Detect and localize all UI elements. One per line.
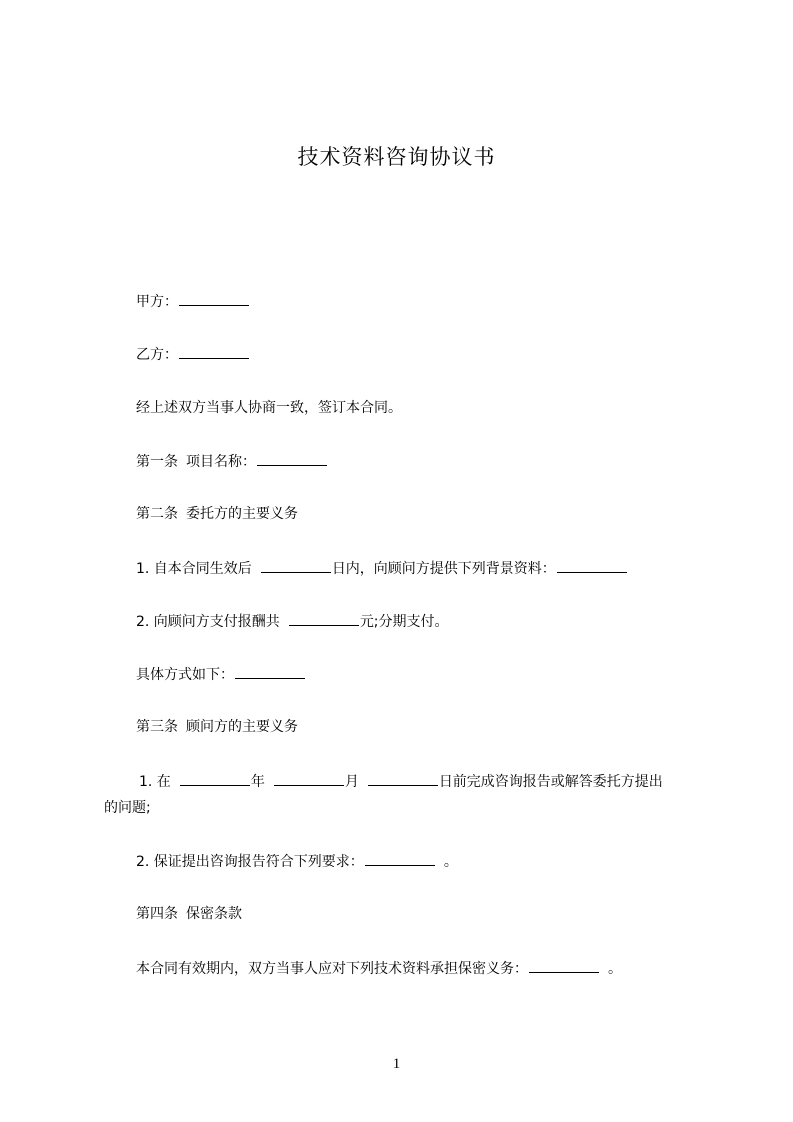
party-b-blank <box>179 344 249 359</box>
article-1-heading: 第一条 <box>136 454 178 470</box>
payment-method-label: 具体方式如下： <box>136 667 234 683</box>
article-2-text: 委托方的主要义务 <box>186 506 298 522</box>
article-4-text: 保密条款 <box>186 906 242 922</box>
article-2-item-1-mid: 日内，向顾问方提供下列背景资料： <box>331 561 556 577</box>
article-2-item-1 <box>136 558 628 579</box>
project-name-blank <box>257 451 327 466</box>
background-material-blank <box>557 558 627 573</box>
document-title: 技术资料咨询协议书 <box>297 145 496 169</box>
article-3-item-1-cont: 的问题; <box>104 800 151 816</box>
days-blank <box>261 558 331 573</box>
article-3-item-1-pre: 1. 在 <box>139 774 171 790</box>
article-2-item-1-pre: 1. 自本合同生效后 <box>136 561 252 577</box>
article-3-text: 顾问方的主要义务 <box>186 719 298 735</box>
article-4-body-post: 。 <box>608 961 622 977</box>
report-requirements-blank <box>365 851 435 866</box>
article-4-line <box>136 904 242 924</box>
article-2-item-2 <box>136 611 449 632</box>
article-1-line <box>136 451 328 472</box>
party-a-line <box>136 291 250 312</box>
payment-method-line <box>136 664 306 685</box>
article-3-item-2 <box>136 851 458 872</box>
article-3-item-2-post: 。 <box>443 854 458 870</box>
article-3-heading: 第三条 <box>136 719 178 735</box>
article-2-heading: 第二条 <box>136 506 178 522</box>
intro-paragraph: 经上述双方当事人协商一致，签订本合同。 <box>136 400 402 416</box>
party-a-blank <box>179 291 249 306</box>
article-3-item-1-post: 日前完成咨询报告或解答委托方提出 <box>438 774 663 790</box>
article-3-item-2-pre: 2. 保证提出咨询报告符合下列要求： <box>136 854 364 870</box>
year-blank <box>180 771 250 786</box>
party-a-label: 甲方： <box>136 294 178 310</box>
party-b-line <box>136 344 250 365</box>
article-3-item-1 <box>139 771 663 792</box>
article-4-heading: 第四条 <box>136 906 178 922</box>
article-3-item-1-month: 月 <box>344 774 359 790</box>
article-1-text: 项目名称： <box>186 454 256 470</box>
article-4-body-pre: 本合同有效期内，双方当事人应对下列技术资料承担保密义务： <box>136 961 528 977</box>
article-2-item-2-post: 元;分期支付。 <box>359 614 449 630</box>
month-blank <box>274 771 344 786</box>
fee-blank <box>289 611 359 626</box>
confidential-materials-blank <box>529 958 599 973</box>
payment-method-blank <box>235 664 305 679</box>
page-number: 1 <box>392 1056 401 1072</box>
day-blank <box>368 771 438 786</box>
article-4-body <box>136 958 622 979</box>
party-b-label: 乙方： <box>136 347 178 363</box>
article-2-item-2-pre: 2. 向顾问方支付报酬共 <box>136 614 280 630</box>
article-3-item-1-year: 年 <box>250 774 265 790</box>
article-2-line <box>136 504 298 524</box>
article-3-line <box>136 717 298 737</box>
